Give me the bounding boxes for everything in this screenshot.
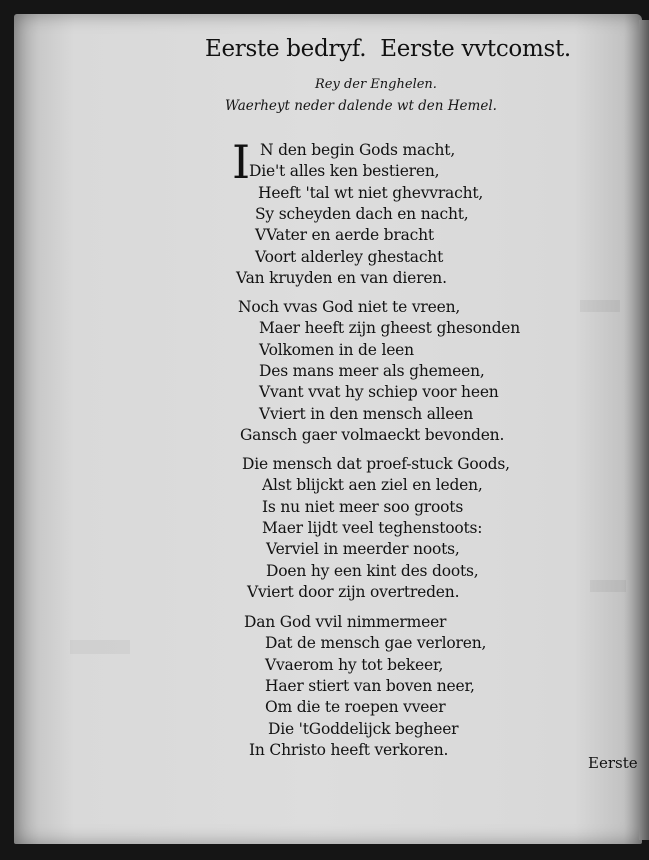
verse-line: Sy scheyden dach en nacht, — [255, 204, 469, 223]
verse-line: In Christo heeft verkoren. — [249, 740, 449, 759]
show-through-smudge — [590, 580, 626, 592]
chorus-title: Rey der Enghelen. — [315, 77, 437, 92]
header-scene: Eerste vvtcomst. — [380, 36, 571, 62]
verse-line: Vvant vvat hy schiep voor heen — [259, 383, 499, 402]
page-edge-shadow — [639, 20, 649, 840]
verse-line: Dat de mensch gae verloren, — [265, 634, 487, 653]
running-header — [205, 36, 571, 62]
show-through-smudge — [580, 300, 620, 312]
verse-line: Om die te roepen vveer — [265, 698, 446, 717]
verse-line: Haer stiert van boven neer, — [265, 676, 475, 695]
verse-line: Vviert door zijn overtreden. — [247, 582, 460, 601]
verse-line: VVater en aerde bracht — [255, 226, 434, 245]
verse-line: N den begin Gods macht, — [260, 141, 456, 159]
header-act: Eerste bedryf. — [205, 36, 367, 62]
verse-line: Gansch gaer volmaeckt bevonden. — [240, 425, 505, 444]
verse-line: Van kruyden en van dieren. — [236, 268, 447, 287]
verse-line: Noch vvas God niet te vreen, — [238, 298, 461, 316]
verse-line: Die mensch dat proef-stuck Goods, — [242, 455, 510, 473]
drop-cap: I — [232, 135, 251, 189]
verse-line: Alst blijckt aen ziel en leden, — [262, 476, 483, 495]
verse-line: Verviel in meerder noots, — [266, 540, 460, 559]
verse-line: Is nu niet meer soo groots — [262, 497, 464, 516]
verse-line: Maer heeft zijn gheest ghesonden — [259, 319, 521, 338]
verse-line: Heeft 'tal wt niet ghevvracht, — [258, 183, 484, 202]
verse-line: Maer lijdt veel teghenstoots: — [262, 518, 483, 537]
show-through-smudge — [70, 640, 130, 654]
catchword: Eerste — [588, 754, 638, 772]
verse-line: Voort alderley ghestacht — [255, 247, 444, 266]
verse-line: Dan God vvil nimmermeer — [244, 613, 447, 631]
verse-line: Doen hy een kint des doots, — [266, 561, 479, 580]
verse-line: Vviert in den mensch alleen — [259, 404, 473, 423]
stage-direction: Waerheyt neder dalende wt den Hemel. — [225, 98, 497, 114]
verse-line: Vvaerom hy tot bekeer, — [265, 655, 444, 674]
verse-line: Des mans meer als ghemeen, — [259, 361, 485, 380]
verse-line: Volkomen in de leen — [259, 340, 414, 359]
verse-line: Die't alles ken bestieren, — [249, 162, 440, 181]
verse-line: Die 'tGoddelijck begheer — [268, 719, 459, 738]
